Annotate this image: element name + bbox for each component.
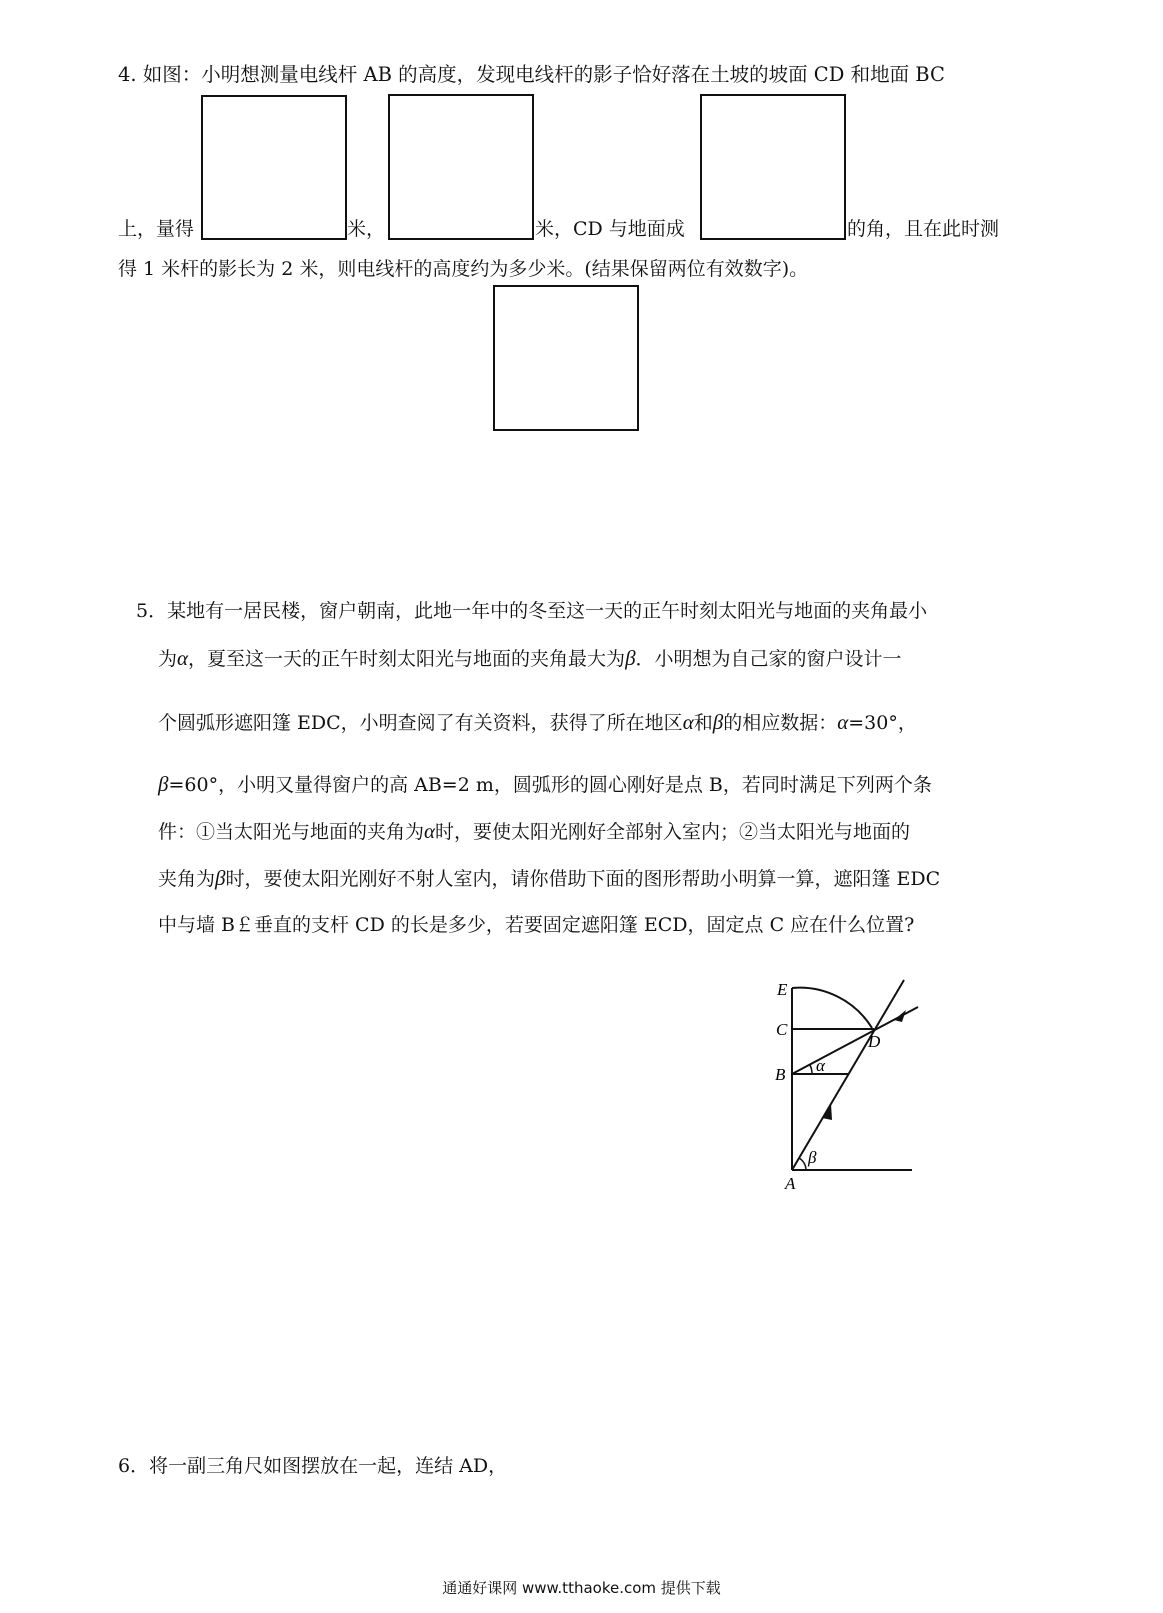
q5-line3-part-a: 个圆弧形遮阳篷 EDC，小明查阅了有关资料，获得了所在地区 bbox=[158, 712, 683, 734]
label-c: C bbox=[776, 1020, 788, 1039]
image-placeholder-2 bbox=[388, 94, 534, 240]
label-e: E bbox=[777, 980, 788, 999]
arrow-alpha bbox=[894, 1010, 906, 1022]
q5-line2-part-b: ，夏至这一天的正午时刻太阳光与地面的夹角最大为 bbox=[188, 648, 626, 670]
q5-line5-part-b: 时，要使太阳光刚好全部射入室内；②当太阳光与地面的 bbox=[435, 821, 911, 843]
beta-symbol: β bbox=[712, 710, 724, 734]
q5-line2-part-a: 为 bbox=[158, 648, 178, 670]
alpha-symbol: α bbox=[682, 710, 694, 734]
label-d: D bbox=[868, 1032, 881, 1051]
q4-line2-part-c: 米，CD 与地面成 bbox=[535, 218, 685, 240]
alpha-symbol: α bbox=[424, 819, 436, 843]
q5-line6 bbox=[158, 866, 940, 891]
q5-line1: 5．某地有一居民楼，窗户朝南，此地一年中的冬至这一天的正午时刻太阳光与地面的夹角最小 bbox=[136, 600, 928, 622]
image-placeholder-4 bbox=[493, 285, 639, 431]
label-beta: β bbox=[808, 1148, 817, 1167]
image-placeholder-1 bbox=[201, 95, 347, 240]
q5-line4 bbox=[158, 772, 932, 797]
arrow-beta bbox=[822, 1104, 832, 1120]
beta-symbol: β bbox=[215, 866, 226, 890]
angle-alpha-mark bbox=[810, 1065, 812, 1074]
q5-line7: 中与墙 B￡垂直的支杆 CD 的长是多少，若要固定遮阳篷 ECD，固定点 C 应在什么位置? bbox=[158, 914, 915, 936]
q4-line1: 4. 如图：小明想测量电线杆 AB 的高度，发现电线杆的影子恰好落在土坡的坡面 CD 和地面 BC bbox=[118, 63, 945, 86]
q5-line4-part-a: =60°，小明又量得窗户的高 AB=2 m，圆弧形的圆心刚好是点 B，若同时满足下列两个条 bbox=[168, 774, 932, 796]
q5-line2-part-c: ．小明想为自己家的窗户设计一 bbox=[635, 648, 902, 670]
label-a: A bbox=[785, 1174, 796, 1193]
label-alpha: α bbox=[816, 1056, 825, 1075]
q5-line3 bbox=[158, 710, 917, 735]
image-placeholder-3 bbox=[700, 94, 846, 240]
angle-beta-mark bbox=[799, 1158, 806, 1170]
page-footer: 通通好课网 www.tthaoke.com 提供下载 bbox=[442, 1579, 721, 1597]
q4-line2-part-d: 的角，且在此时测 bbox=[847, 218, 1000, 240]
alpha-symbol: α bbox=[837, 710, 849, 734]
q4-line2-part-b: 米， bbox=[347, 218, 386, 240]
q4-line2-part-a: 上，量得 bbox=[118, 218, 195, 240]
q5-line5 bbox=[158, 819, 910, 844]
q5-line3-part-b: 和 bbox=[693, 712, 713, 734]
beta-symbol: β bbox=[158, 772, 169, 796]
q4-line3: 得 1 米杆的影长为 2 米，则电线杆的高度约为多少米。(结果保留两位有效数字)。 bbox=[118, 258, 809, 280]
q5-line3-part-d: =30°， bbox=[848, 712, 917, 734]
q5-line5-part-a: 件：①当太阳光与地面的夹角为 bbox=[158, 821, 425, 843]
alpha-symbol: α bbox=[177, 646, 189, 670]
beta-symbol: β bbox=[625, 646, 636, 670]
q6-line1: 6．将一副三角尺如图摆放在一起，连结 AD， bbox=[118, 1455, 508, 1477]
label-b: B bbox=[775, 1065, 786, 1084]
awning-arc bbox=[792, 988, 872, 1028]
q5-line6-part-a: 夹角为 bbox=[158, 868, 216, 890]
q5-line3-part-c: 的相应数据： bbox=[723, 712, 838, 734]
sunshade-geometry-figure bbox=[760, 975, 940, 1205]
q5-line6-part-b: 时，要使太阳光刚好不射人室内，请你借助下面的图形帮助小明算一算，遮阳篷 EDC bbox=[225, 868, 941, 890]
q5-line2 bbox=[158, 646, 902, 671]
